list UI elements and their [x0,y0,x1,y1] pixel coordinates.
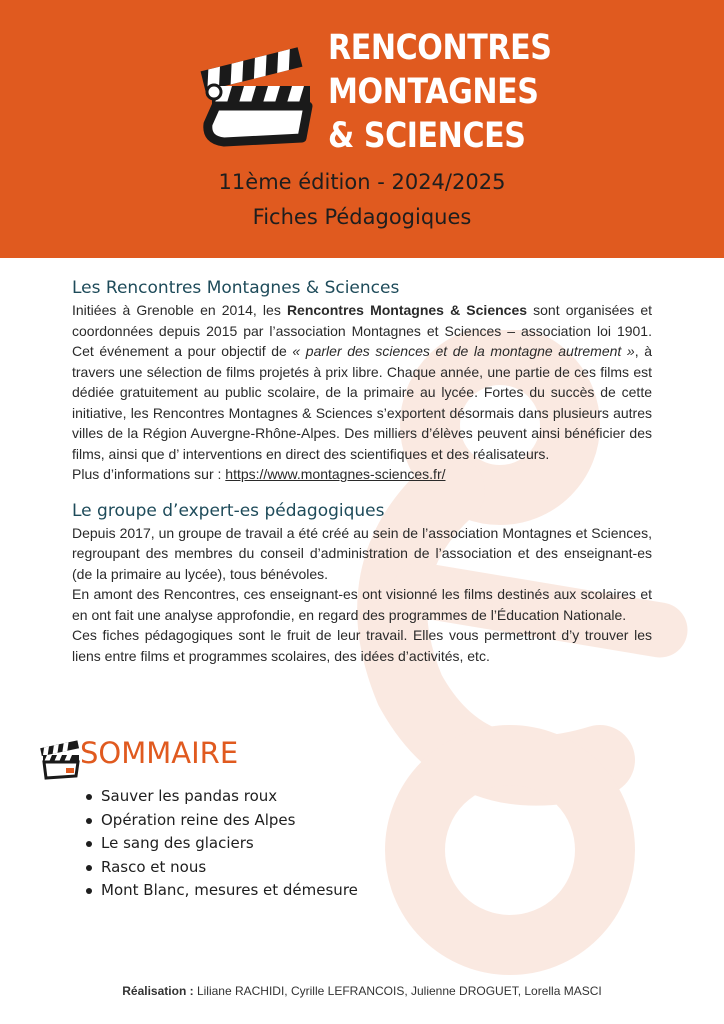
list-item: Mont Blanc, mesures et démesure [84,879,358,903]
header-banner [0,0,724,258]
text-span: , à travers une sélection de films projetés à prix libre. Chaque année, une partie de ces films est dédiée gratuitement au public scolaire, de la primaire au lycée. Fortes du succès de cette initiative, les Rencontres Montagnes & Sciences s’exportent désormais dans plusieurs autres villes de la Région Auvergne-Rhône-Alpes. Des milliers d’élèves peuvent ainsi bénéficier des films, ainsi que d’ interventions en direct des scientifiques et des réalisateurs. [72,343,652,462]
sommaire-title: SOMMAIRE [80,736,239,770]
list-item: Le sang des glaciers [84,832,358,856]
paragraph-rencontres [72,300,652,485]
brand-line-2: MONTAGNES [328,72,539,112]
paragraph-experts-3: Ces fiches pédagogiques sont le fruit de leur travail. Elles vous permettront d’y trouver les liens entre films et programmes scolaires, des idées d’activités, etc. [72,627,652,664]
credits-names: Liliane RACHIDI, Cyrille LEFRANCOIS, Julienne DROGUET, Lorella MASCI [193,984,602,998]
paragraph-experts-2: En amont des Rencontres, ces enseignant-es ont visionné les films destinés aux scolaires et en ont fait une analyse approfondie, en regard des programmes de l’Éducation Nationale. [72,586,652,623]
edition-title: 11ème édition - 2024/2025 [218,170,506,194]
text-bold: Rencontres Montagnes & Sciences [286,302,528,318]
sommaire-list [84,785,358,903]
text-span: sont organisées et coordonnées depuis 2015 par l’association Montagnes et Sciences – association loi 1901. Cet événement a pour objectif de [72,302,653,359]
paragraph-experts-1: Depuis 2017, un groupe de travail a été créé au sein de l’association Montagnes et Sciences, regroupant des membres du conseil d’administration de l’association et des enseignant-es (de la primaire au lycée), tous bénévoles. [72,524,652,582]
more-info-label: Plus d’informations sur : [72,466,226,482]
text-italic: « parler des sciences et de la montagne autrement » [292,343,635,359]
list-item: Opération reine des Alpes [84,809,358,833]
section-title-rencontres: Les Rencontres Montagnes & Sciences [72,278,400,298]
brand-line-3: & SCIENCES [328,116,526,156]
list-item: Sauver les pandas roux [84,785,358,809]
small-clapperboard-icon [38,740,84,780]
section-experts [72,499,652,667]
list-item: Rasco et nous [84,856,358,880]
credits-footer [0,984,724,998]
film-clapperboard-icon [198,42,320,148]
document-subtitle: Fiches Pédagogiques [252,205,472,229]
brand-line-1: RENCONTRES [328,28,552,68]
website-link[interactable]: https://www.montagnes-sciences.fr/ [225,466,446,482]
main-content [72,276,652,666]
brand-wordmark [328,26,551,158]
text-span: Initiées à Grenoble en 2014, les [72,302,287,318]
section-title-experts: Le groupe d’expert-es pédagogiques [72,500,385,521]
credits-label: Réalisation : [122,984,194,998]
